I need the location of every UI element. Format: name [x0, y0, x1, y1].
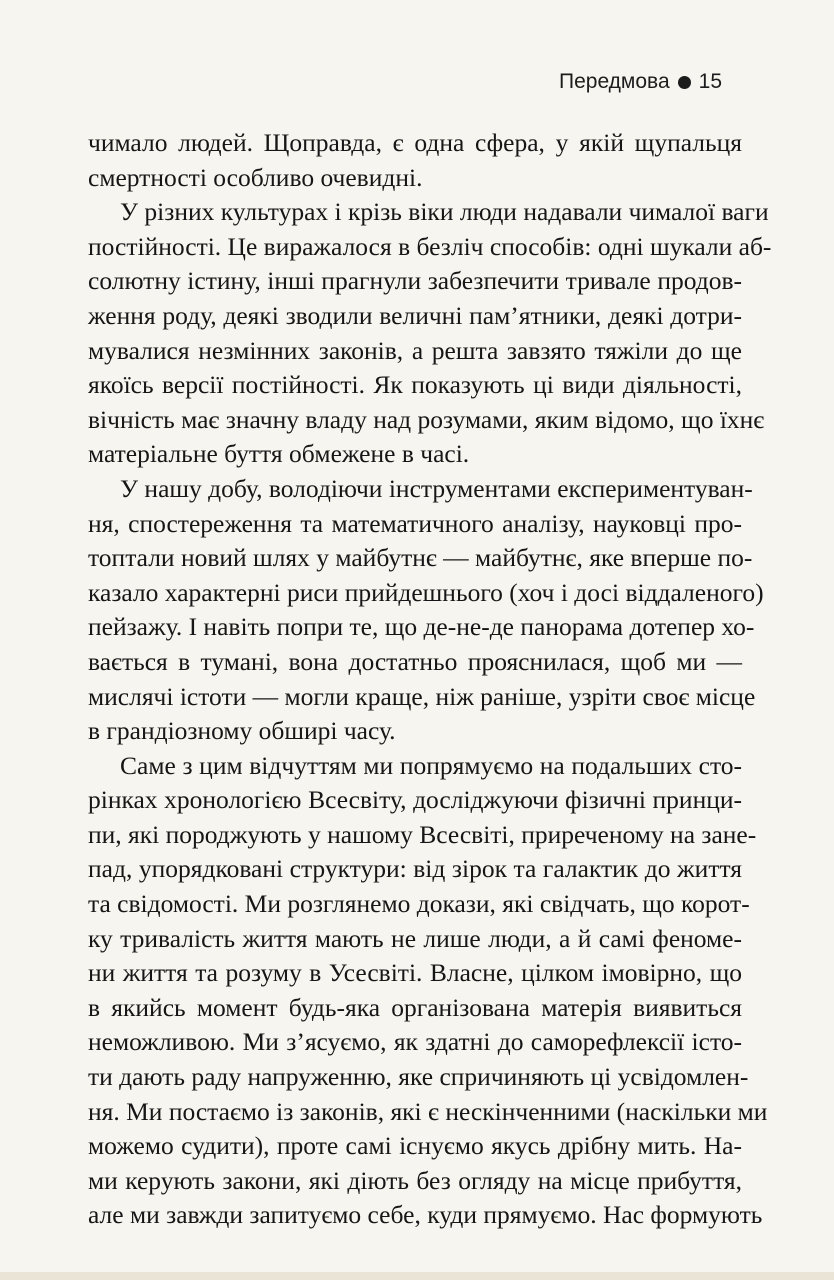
text-line: пад, упорядковані структури: від зірок та галактик до життя: [88, 854, 742, 884]
text-line: матеріальне буття обмежене в часі.: [88, 439, 470, 469]
text-line: ня, спостереження та математичного аналізу, науковці про-: [88, 508, 742, 538]
section-title: Передмова: [559, 70, 670, 93]
text-line: У нашу добу, володіючи інструментами експериментуван-: [120, 473, 753, 503]
text-line: пейзажу. І навіть попри те, що де-не-де панорама дотепер хо-: [88, 612, 755, 642]
paragraph-2: [88, 195, 772, 472]
text-line: пи, які породжують у нашому Всесвіті, приреченому на зане-: [88, 819, 757, 849]
text-line: ження роду, деякі зводили величні пам’ятники, деякі дотри-: [88, 300, 742, 330]
text-line: вається в тумані, вона достатньо прояснилася, щоб ми —: [88, 646, 742, 676]
text-line: мислячі істоти — могли краще, ніж раніше, узріти своє місце: [88, 681, 756, 711]
text-line: смертності особливо очевидні.: [88, 162, 423, 192]
paragraph-1: [88, 126, 742, 195]
text-line: неможливою. Ми з’ясуємо, як здатні до саморефлексії істо-: [88, 1027, 742, 1057]
page-number: 15: [698, 70, 722, 93]
text-line: ти дають раду напруженню, яке спричиняють ці усвідомлен-: [88, 1062, 749, 1092]
body-text: [88, 126, 772, 1233]
text-line: ня. Ми постаємо із законів, які є нескінченними (наскільки ми: [88, 1096, 768, 1126]
running-head: [559, 70, 722, 94]
paragraph-4: [88, 749, 768, 1233]
text-line: можемо судити), проте самі існуємо якусь дрібну мить. На-: [88, 1131, 742, 1161]
text-line: мувалися незмінних законів, а решта завзято тяжіли до ще: [88, 335, 742, 365]
text-line: але ми завжди запитуємо себе, куди прямуємо. Нас формують: [88, 1200, 763, 1230]
text-line: ми керують закони, які діють без огляду на місце прибуття,: [88, 1165, 742, 1195]
paragraph-3: [88, 472, 764, 749]
text-line: постійності. Це виражалося в безліч способів: одні шукали аб-: [88, 231, 772, 261]
page-edge: [0, 1272, 834, 1280]
text-line: ку тривалість життя мають не лише люди, а й самі феноме-: [88, 923, 742, 953]
text-line: та свідомості. Ми розглянемо докази, які свідчать, що корот-: [88, 889, 750, 919]
text-line: в грандіозному обширі часу.: [88, 716, 396, 746]
text-line: в якийсь момент будь-яка організована матерія виявиться: [88, 992, 742, 1022]
text-line: рінках хронологією Всесвіту, досліджуючи фізичні принци-: [88, 785, 742, 815]
text-line: топтали новий шлях у майбутнє — майбутнє, яке вперше по-: [88, 543, 753, 573]
text-line: чимало людей. Щоправда, є одна сфера, у якій щупальця: [88, 128, 742, 157]
text-line: вічність має значну владу над розумами, яким відомо, що їхнє: [88, 404, 765, 434]
text-line: ни життя та розуму в Усесвіті. Власне, цілком імовірно, що: [88, 958, 742, 988]
bullet-icon: [678, 76, 691, 89]
text-line: У різних культурах і крізь віки люди надавали чималої ваги: [120, 197, 769, 227]
text-line: якоїсь версії постійності. Як показують ці види діяльності,: [88, 370, 742, 400]
text-line: Саме з цим відчуттям ми попрямуємо на подальших сто-: [120, 750, 742, 780]
text-line: солютну істину, інші прагнули забезпечити тривале продов-: [88, 266, 742, 296]
text-line: казало характерні риси прийдешнього (хоч і досі віддаленого): [88, 577, 764, 607]
